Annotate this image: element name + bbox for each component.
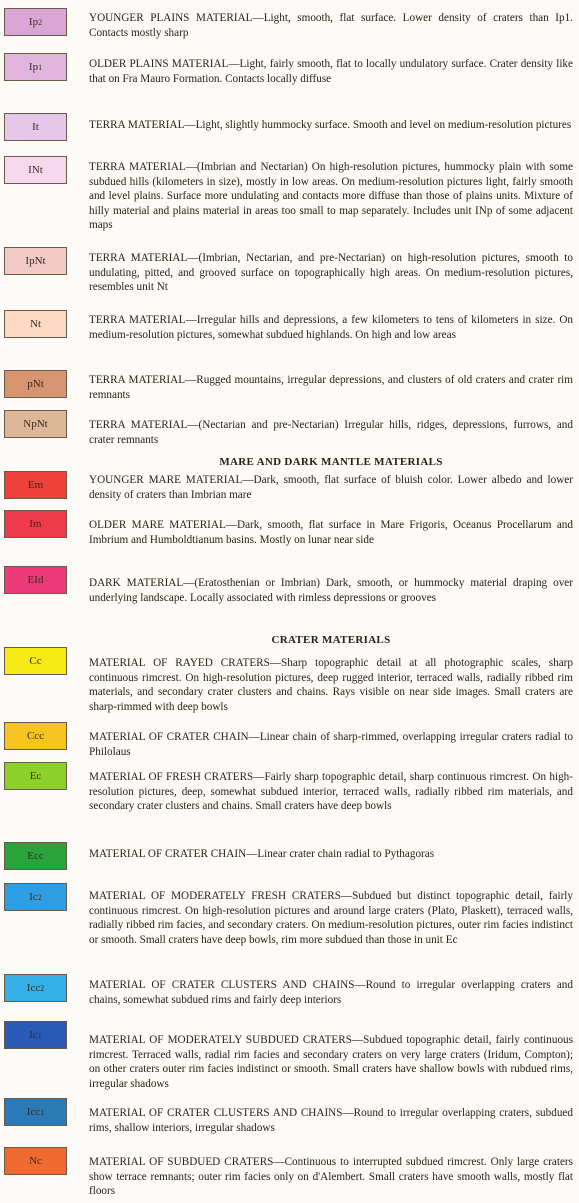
unit-code-subscript: 2 (40, 983, 45, 993)
unit-code: IpNt (25, 255, 46, 267)
unit-text: Irregular hills and depressions, a few kilometers to tens of kilometers in size. On medium-resolution pictures, somewhat subdued highlands. On high and low areas (89, 314, 573, 341)
unit-text: Light, smooth, flat surface. Lower density of craters than Ip1. Contacts mostly sharp (89, 12, 573, 39)
unit-text: Subdued but distinct topographic detail, fairly continuous rimcrest. On high-resolution pictures and around large craters (Plato, Plaskett), terraced walls, radially ribbed rim facies, and secondary craters. On medium-resolution pictures, outer rim facies indistinct or smooth. Small craters have deep bowls, rim more subdued than those in unit Ec (89, 890, 573, 946)
unit-description: TERRA MATERIAL—(Imbrian and Nectarian) On high-resolution pictures, hummocky plain with some subdued hills (kilometers in size), mostly in low areas. On medium-resolution pictures light, fairly smooth and level plains. Surface more undulating and contacts more diffuse than those of plains units. Mixture of hilly material and plains material in areas too small to map separately. Includes unit INp of some adjacent maps (89, 161, 573, 232)
unit-text: Subdued topographic detail, fairly continuous rimcrest. Terraced walls, radial rim facies and secondary craters on very large craters (Iridum, Compton); on other craters outer rim facies indistinct or smooth. Small craters have shallow bowls with rubdued rims, irregular shadows (89, 1034, 573, 1090)
unit-title: TERRA MATERIAL (89, 419, 188, 431)
unit-description: TERRA MATERIAL—Irregular hills and depressions, a few kilometers to tens of kilometers in size. On medium-resolution pictures, somewhat subdued highlands. On high and low areas (89, 314, 573, 341)
unit-description: MATERIAL OF CRATER CHAIN—Linear crater chain radial to Pythagoras (89, 848, 435, 860)
unit-title: MATERIAL OF CRATER CHAIN (89, 848, 247, 860)
unit-description: YOUNGER PLAINS MATERIAL—Light, smooth, flat surface. Lower density of craters than Ip1. Contacts mostly sharp (89, 12, 573, 39)
unit-code-subscript: 2 (37, 892, 42, 902)
unit-text: Sharp topographic detail at all photographic scales, sharp continuous rimcrest. On high-resolution pictures, deep rugged interior, terraced walls, radially ribbed rim materials, and secondary crater clusters and chains. Rays visible on near side images. Small craters are sharp-rimmed with deep bowls (89, 657, 573, 713)
unit-text: Linear crater chain radial to Pythagoras (257, 848, 435, 860)
unit-title: TERRA MATERIAL (89, 161, 186, 173)
unit-description: MATERIAL OF MODERATELY FRESH CRATERS—Subdued but distinct topographic detail, fairly continuous rimcrest. On high-resolution pictures and around large craters (Plato, Plaskett), terraced walls, radially ribbed rim facies, and secondary craters. On medium-resolution pictures, outer rim facies indistinct or smooth. Small craters have deep bowls, rim more subdued than those in unit Ec (89, 890, 573, 946)
unit-code-subscript: 1 (38, 62, 43, 72)
unit-title: TERRA MATERIAL (89, 119, 185, 131)
unit-description: MATERIAL OF FRESH CRATERS—Fairly sharp topographic detail, sharp continuous rimcrest. On high-resolution pictures, deep, somewhat subdued interior, terraced walls, radially ribbed rim materials, and secondary crater clusters and chains. Small craters have deep bowls (89, 771, 573, 813)
unit-title: DARK MATERIAL (89, 577, 184, 589)
unit-title: TERRA MATERIAL (89, 374, 186, 386)
unit-swatch-em (4, 471, 67, 499)
unit-title: MATERIAL OF CRATER CLUSTERS AND CHAINS (89, 1107, 343, 1119)
unit-description: MATERIAL OF CRATER CLUSTERS AND CHAINS—Round to irregular overlapping craters and chains, somewhat subdued rims and fairly deep interiors (89, 979, 573, 1006)
unit-text: (Imbrian, Nectarian, and pre-Nectarian) on high-resolution pictures, smooth to undulating, pitted, and grooved surface on topographically high areas. On medium-resolution pictures, resembles unit Nt (89, 252, 574, 294)
unit-code: Nt (30, 318, 41, 330)
unit-text: (Nectarian and pre-Nectarian) Irregular hills, ridges, depressions, furrows, and crater remnants (89, 419, 573, 446)
unit-code: Icc (26, 982, 41, 994)
unit-swatch-nt (4, 310, 67, 338)
unit-title: MATERIAL OF CRATER CLUSTERS AND CHAINS (89, 979, 355, 991)
unit-text: Dark, smooth, flat surface in Mare Frigoris, Oceanus Procellarum and Imbrium and Humboldtianum basins. Mostly on lunar near side (89, 519, 573, 546)
unit-swatch-icc1 (4, 1098, 67, 1126)
unit-description: TERRA MATERIAL—(Imbrian, Nectarian, and pre-Nectarian) on high-resolution pictures, smooth to undulating, pitted, and grooved surface on topographically high areas. On medium-resolution pictures, resembles unit Nt (89, 252, 574, 294)
unit-code: Ecc (27, 850, 44, 862)
unit-swatch-it (4, 113, 67, 141)
unit-text: (Imbrian and Nectarian) On high-resolution pictures, hummocky plain with some subdued hills (kilometers in size), mostly in low areas. On medium-resolution pictures light, fairly smooth and level plains. Surface more undulating and contacts more diffuse than those of plains units. Mixture of hilly material and plains material in areas too small to map separately. Includes unit INp of some adjacent maps (89, 161, 573, 232)
unit-text: Round to irregular overlapping craters and chains, somewhat subdued rims and fairly deep interiors (89, 979, 573, 1006)
unit-description: OLDER PLAINS MATERIAL—Light, fairly smooth, flat to locally undulatory surface. Crater density like that on Fra Mauro Formation. Contacts locally diffuse (89, 58, 573, 85)
unit-title: YOUNGER MARE MATERIAL (89, 474, 243, 486)
unit-text: Round to irregular overlapping craters, subdued rims, shallow interiors, irregular shadows (89, 1107, 573, 1134)
unit-swatch-npnt (4, 410, 67, 438)
unit-description: MATERIAL OF CRATER CHAIN—Linear chain of sharp-rimmed, overlapping irregular craters radial to Philolaus (89, 731, 573, 758)
unit-code: Ec (29, 770, 42, 782)
unit-text: Dark, smooth, flat surface of bluish color. Lower albedo and lower density of craters than Imbrian mare (89, 474, 573, 501)
unit-text: Light, slightly hummocky surface. Smooth and level on medium-resolution pictures (195, 119, 572, 131)
unit-code: Icc (26, 1106, 41, 1118)
unit-description: OLDER MARE MATERIAL—Dark, smooth, flat surface in Mare Frigoris, Oceanus Procellarum and Imbrium and Humboldtianum basins. Mostly on lunar near side (89, 519, 573, 546)
unit-title: MATERIAL OF MODERATELY SUBDUED CRATERS (89, 1034, 352, 1046)
unit-title: TERRA MATERIAL (89, 314, 186, 326)
unit-code: It (32, 121, 39, 133)
unit-swatch-ip2 (4, 8, 67, 36)
unit-title: MATERIAL OF CRATER CHAIN (89, 731, 249, 743)
unit-swatch-ecc (4, 842, 67, 870)
unit-title: MATERIAL OF RAYED CRATERS (89, 657, 270, 669)
unit-swatch-cc (4, 647, 67, 675)
unit-description: MATERIAL OF SUBDUED CRATERS—Continuous to interrupted subdued rimcrest. Only large craters show terrace remnants; outer rim facies only on d'Alembert. Small craters have smooth walls, mostly flat floors (89, 1156, 573, 1198)
unit-swatch-ccc (4, 722, 67, 750)
unit-code: Nc (29, 1155, 42, 1167)
unit-code: Ic (29, 1029, 38, 1041)
section-crater-heading: CRATER MATERIALS (271, 634, 391, 646)
unit-text: (Eratosthenian or Imbrian) Dark, smooth, or hummocky material draping over underlying landscape. Locally associated with rimless depressions or grooves (89, 577, 573, 604)
unit-text: Light, fairly smooth, flat to locally undulatory surface. Crater density like that on Fra Mauro Formation. Contacts locally diffuse (89, 58, 573, 85)
unit-title: TERRA MATERIAL (89, 252, 188, 264)
unit-swatch-ic2 (4, 883, 67, 911)
unit-code: Ip (28, 61, 39, 73)
unit-text: Continuous to interrupted subdued rimcrest. Only large craters show terrace remnants; outer rim facies only on d'Alembert. Small craters have smooth walls, mostly flat floors (89, 1156, 573, 1198)
unit-title: MATERIAL OF FRESH CRATERS (89, 771, 254, 783)
unit-swatch-icc2 (4, 974, 67, 1002)
unit-description: TERRA MATERIAL—(Nectarian and pre-Nectarian) Irregular hills, ridges, depressions, furrows, and crater remnants (89, 419, 573, 446)
unit-text: Linear chain of sharp-rimmed, overlapping irregular craters radial to Philolaus (89, 731, 573, 758)
unit-description: YOUNGER MARE MATERIAL—Dark, smooth, flat surface of bluish color. Lower albedo and lower density of craters than Imbrian mare (89, 474, 573, 501)
unit-text: Fairly sharp topographic detail, sharp continuous rimcrest. On high-resolution pictures, deep, somewhat subdued interior, terraced walls, radially ribbed rim materials, and secondary crater clusters and chains. Small craters have deep bowls (89, 771, 573, 813)
unit-code: Ic (29, 891, 38, 903)
unit-swatch-eid (4, 566, 67, 594)
unit-code: pNt (27, 378, 44, 390)
unit-description: TERRA MATERIAL—Light, slightly hummocky surface. Smooth and level on medium-resolution pictures (89, 119, 572, 131)
unit-swatch-ec (4, 762, 67, 790)
unit-code: NpNt (23, 418, 48, 430)
unit-swatch-ipnt (4, 247, 67, 275)
unit-title: OLDER MARE MATERIAL (89, 519, 226, 531)
section-mare-heading: MARE AND DARK MANTLE MATERIALS (219, 456, 443, 468)
unit-description: MATERIAL OF MODERATELY SUBDUED CRATERS—Subdued topographic detail, fairly continuous rimcrest. Terraced walls, radial rim facies and secondary craters on very large craters (Iridum, Compton); on other craters outer rim facies indistinct or smooth. Small craters have shallow bowls with rubdued rims, irregular shadows (89, 1034, 573, 1090)
unit-description: TERRA MATERIAL—Rugged mountains, irregular depressions, and clusters of old craters and crater rim remnants (89, 374, 573, 401)
unit-code: Ccc (26, 730, 45, 742)
unit-swatch-ic1 (4, 1021, 67, 1049)
unit-code: Cc (29, 655, 42, 667)
unit-code: Im (29, 518, 42, 530)
unit-description: MATERIAL OF CRATER CLUSTERS AND CHAINS—Round to irregular overlapping craters, subdued rims, shallow interiors, irregular shadows (89, 1107, 573, 1134)
unit-swatch-ip1 (4, 53, 67, 81)
unit-title: MATERIAL OF SUBDUED CRATERS (89, 1156, 274, 1168)
unit-title: OLDER PLAINS MATERIAL (89, 58, 229, 70)
unit-description: MATERIAL OF RAYED CRATERS—Sharp topographic detail at all photographic scales, sharp continuous rimcrest. On high-resolution pictures, deep rugged interior, terraced walls, radially ribbed rim materials, and secondary crater clusters and chains. Rays visible on near side images. Small craters are sharp-rimmed with deep bowls (89, 657, 573, 713)
unit-swatch-pnt (4, 370, 67, 398)
unit-swatch-nc (4, 1147, 67, 1175)
unit-swatch-im (4, 510, 67, 538)
unit-title: YOUNGER PLAINS MATERIAL (89, 12, 253, 24)
unit-title: MATERIAL OF MODERATELY FRESH CRATERS (89, 890, 341, 902)
unit-code: EId (27, 574, 44, 586)
unit-swatch-int (4, 156, 67, 184)
unit-code: Em (27, 479, 44, 491)
unit-code-subscript: 1 (37, 1030, 42, 1040)
unit-code-subscript: 2 (38, 17, 43, 27)
unit-text: Rugged mountains, irregular depressions, and clusters of old craters and crater rim remnants (89, 374, 573, 401)
unit-code: Ip (28, 16, 39, 28)
unit-code-subscript: 1 (40, 1107, 45, 1117)
unit-description: DARK MATERIAL—(Eratosthenian or Imbrian) Dark, smooth, or hummocky material draping over underlying landscape. Locally associated with rimless depressions or grooves (89, 577, 573, 604)
unit-code: INt (28, 164, 43, 176)
